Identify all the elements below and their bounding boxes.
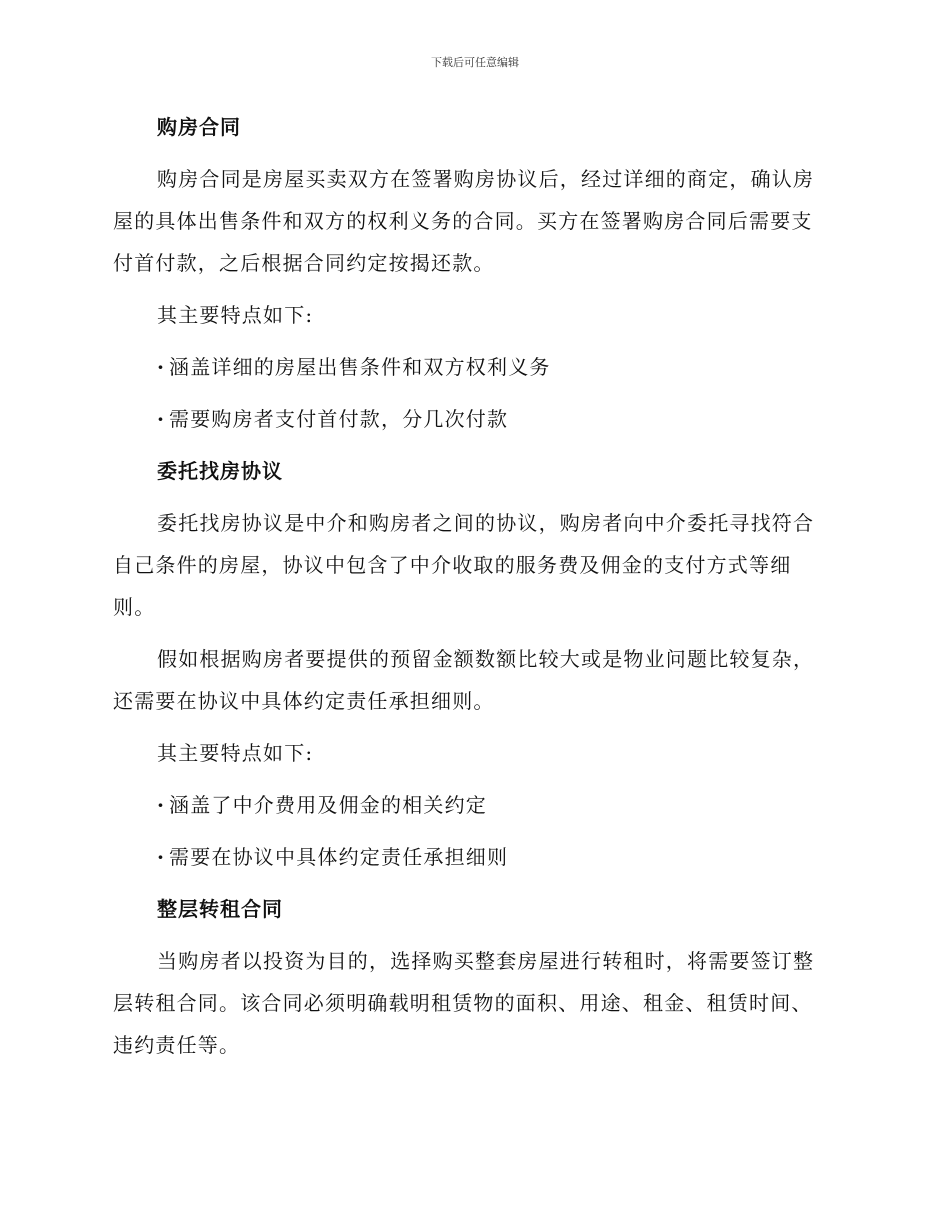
list-item-text: 涵盖详细的房屋出售条件和双方权利义务 — [169, 355, 551, 379]
list-item — [113, 836, 833, 878]
list-item — [113, 398, 833, 440]
list-item — [113, 346, 833, 388]
list-item-text: 涵盖了中介费用及佣金的相关约定 — [169, 793, 487, 817]
list-item — [113, 784, 833, 826]
bullet-icon: · — [157, 845, 166, 869]
bullet-icon: · — [157, 793, 166, 817]
paragraph: 假如根据购房者要提供的预留金额数额比较大或是物业问题比较复杂，还需要在协议中具体约定责任承担细则。 — [113, 647, 815, 713]
list-item-text: 需要在协议中具体约定责任承担细则 — [169, 845, 509, 869]
paragraph: 委托找房协议是中介和购房者之间的协议，购房者向中介委托寻找符合自己条件的房屋，协议中包含了中介收取的服务费及佣金的支付方式等细则。 — [113, 511, 815, 619]
paragraph: 其主要特点如下: — [157, 303, 314, 327]
header-note: 下载后可任意编辑 — [431, 56, 519, 69]
section-heading-purchase-contract: 购房合同 — [157, 115, 241, 139]
bullet-icon: · — [157, 355, 166, 379]
list-item-text: 需要购房者支付首付款，分几次付款 — [169, 407, 509, 431]
paragraph: 其主要特点如下: — [157, 741, 314, 765]
section-heading-agency-agreement: 委托找房协议 — [157, 459, 283, 483]
section-heading-sublease-contract: 整层转租合同 — [157, 897, 283, 921]
paragraph: 购房合同是房屋买卖双方在签署购房协议后，经过详细的商定，确认房屋的具体出售条件和双方的权利义务的合同。买方在签署购房合同后需要支付首付款，之后根据合同约定按揭还款。 — [113, 167, 815, 275]
paragraph: 当购房者以投资为目的，选择购买整套房屋进行转租时，将需要签订整层转租合同。该合同必须明确载明租赁物的面积、用途、租金、租赁时间、违约责任等。 — [113, 949, 815, 1057]
document-body — [113, 106, 833, 1076]
bullet-icon: · — [157, 407, 166, 431]
